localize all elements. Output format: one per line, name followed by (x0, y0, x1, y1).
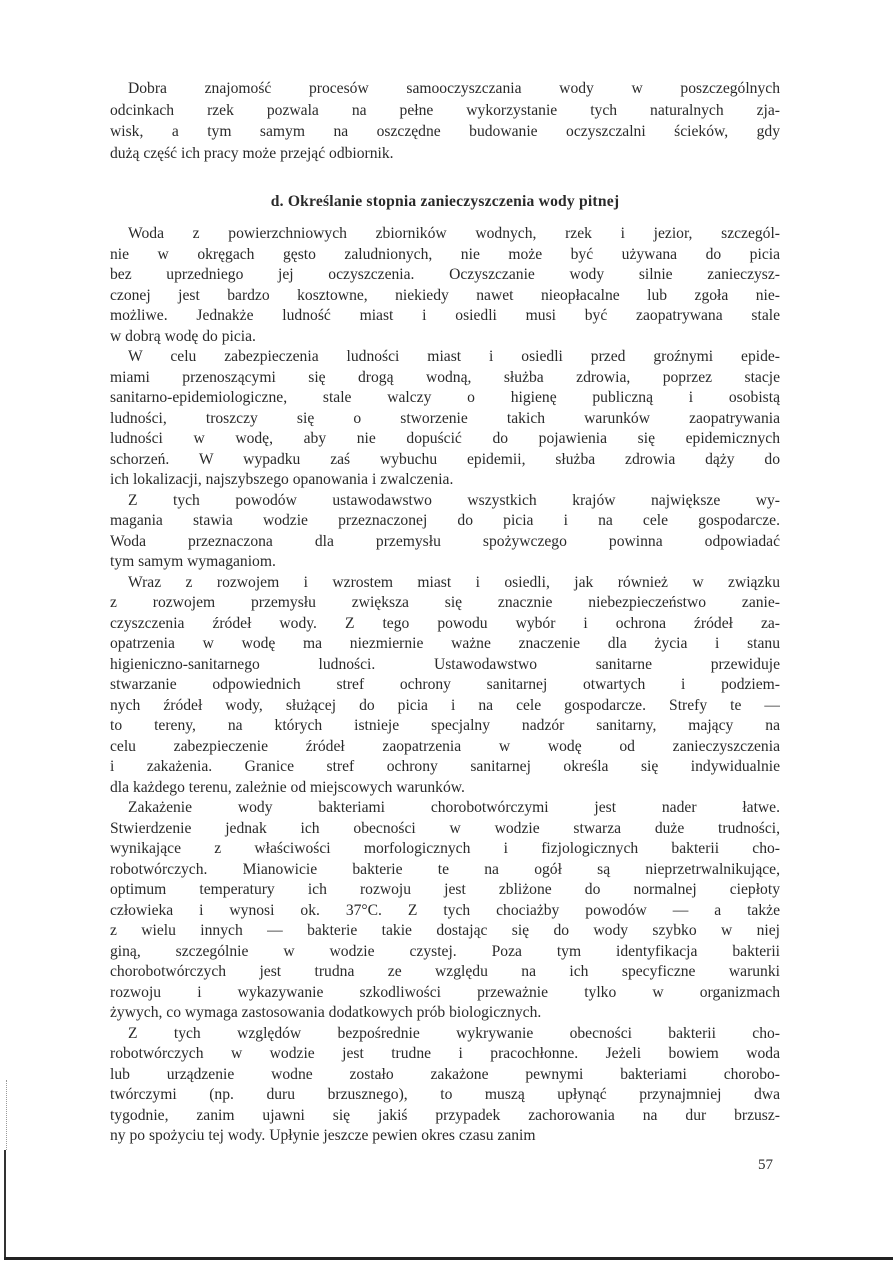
text-line: ny po spożyciu tej wody. Upłynie jeszcze pewien okres czasu zanim (110, 1127, 536, 1144)
text-line: dla każdego terenu, zależnie od miejscowych warunków. (110, 778, 465, 796)
text-line: Stwierdzenie jednak ich obecności w wodzie stwarza duże trudności, (110, 819, 780, 837)
text-line: Woda z powierzchniowych zbiorników wodnych, rzek i jezior, szczegól- (128, 225, 780, 242)
text-line: ludności w wodę, aby nie dopuścić do pojawienia się epidemicznych (110, 430, 780, 447)
text-line: Woda przeznaczona dla przemysłu spożywczego powinna odpowiadać (110, 532, 780, 550)
text-line: Zakażenie wody bakteriami chorobotwórczymi jest nader łatwe. (128, 799, 780, 816)
scan-artifact-dots (6, 1080, 8, 1150)
text-line: żywych, co wymaga zastosowania dodatkowych prób biologicznych. (110, 1004, 542, 1021)
intro-paragraph (110, 78, 780, 164)
text-line: z rozwojem przemysłu zwiększa się znacznie niebezpieczeństwo zanie- (110, 594, 780, 611)
scan-edge-bottom (4, 1257, 893, 1260)
text-line: tym samym wymaganiom. (110, 553, 276, 570)
text-line: Wraz z rozwojem i wzrostem miast i osiedli, jak również w związku (128, 573, 780, 591)
text-line: lub urządzenie wodne zostało zakażone pewnymi bakteriami chorobo- (110, 1065, 780, 1083)
text-line: wisk, a tym samym na oszczędne budowanie oczyszczalni ścieków, gdy (110, 123, 780, 140)
text-line: czyszczenia źródeł wody. Z tego powodu wybór i ochrona źródeł za- (110, 614, 780, 632)
text-line: optimum temperatury ich rozwoju jest zbliżone do normalnej ciepłoty (110, 881, 780, 898)
paragraph (110, 347, 780, 491)
text-line: higieniczno-sanitarnego ludności. Ustawodawstwo sanitarne przewiduje (110, 655, 780, 673)
section-heading: d. Określanie stopnia zanieczyszczenia wody pitnej (270, 193, 620, 210)
text-line: W celu zabezpieczenia ludności miast i osiedli przed groźnymi epide- (128, 348, 780, 365)
text-line: sanitarno-epidemiologiczne, stale walczy o higienę publiczną i osobistą (110, 389, 780, 406)
paragraph (110, 78, 780, 164)
text-line: magania stawia wodzie przeznaczonej do picia i na cele gospodarcze. (110, 512, 780, 529)
text-line: człowieka i wynosi ok. 37°C. Z tych chociażby powodów — a także (110, 901, 780, 919)
text-line: Z tych powodów ustawodawstwo wszystkich krajów największe wy- (128, 491, 780, 509)
paragraph (110, 798, 780, 1024)
paragraph (110, 491, 780, 573)
text-line: możliwe. Jednakże ludność miast i osiedli musi być zaopatrywana stale (110, 307, 780, 324)
text-line: stwarzanie odpowiednich stref ochrony sanitarnej otwartych i podziem- (110, 676, 780, 693)
text-line: robotwórczych w wodzie jest trudne i pracochłonne. Jeżeli bowiem woda (110, 1045, 780, 1062)
text-line: dużą część ich pracy może przejąć odbiornik. (110, 144, 394, 162)
text-line: twórczymi (np. duru brzusznego), to muszą upłynąć przynajmniej dwa (110, 1086, 780, 1103)
text-line: odcinkach rzek pozwala na pełne wykorzystanie tych naturalnych zja- (110, 101, 780, 119)
page-number: 57 (758, 1157, 773, 1173)
text-line: bez uprzedniego jej oczyszczenia. Oczyszczanie wody silnie zanieczysz- (110, 266, 780, 283)
text-line: robotwórczych. Mianowicie bakterie te na ogół są nieprzetrwalnikujące, (110, 860, 780, 878)
text-line: ich lokalizacji, najszybszego opanowania i zwalczenia. (110, 471, 454, 488)
text-line: celu zabezpieczenie źródeł zaopatrzenia w wodę od zanieczyszczenia (110, 737, 780, 755)
text-line: miami przenoszącymi się drogą wodną, służba zdrowia, poprzez stacje (110, 368, 780, 386)
text-line: w dobrą wodę do picia. (110, 327, 256, 345)
paragraph (110, 573, 780, 799)
text-line: i zakażenia. Granice stref ochrony sanitarnej określa się indywidualnie (110, 758, 780, 775)
text-line: tygodnie, zanim ujawni się jakiś przypadek zachorowania na dur brzusz- (110, 1106, 780, 1124)
text-line: chorobotwórczych jest trudna ze względu na ich specyficzne warunki (110, 963, 780, 980)
text-line: Dobra znajomość procesów samooczyszczania wody w poszczególnych (128, 80, 780, 97)
body-text (110, 224, 780, 1147)
text-line: Z tych względów bezpośrednie wykrywanie obecności bakterii cho- (128, 1024, 780, 1042)
text-line: to tereny, na których istnieje specjalny nadzór sanitarny, mający na (110, 717, 780, 734)
scan-edge-vertical (4, 1150, 6, 1260)
text-line: z wielu innych — bakterie takie dostając się do wody szybko w niej (110, 922, 780, 939)
paragraph (110, 1024, 780, 1147)
text-line: nych źródeł wody, służącej do picia i na cele gospodarcze. Strefy te — (110, 696, 780, 714)
text-line: schorzeń. W wypadku zaś wybuchu epidemii, służba zdrowia dąży do (110, 450, 780, 468)
paragraph (110, 224, 780, 347)
text-line: rozwoju i wykazywanie szkodliwości przeważnie tylko w organizmach (110, 983, 780, 1001)
text-line: ludności, troszczy się o stworzenie takich warunków zaopatrywania (110, 409, 780, 427)
text-line: czonej jest bardzo kosztowne, niekiedy nawet nieopłacalne lub zgoła nie- (110, 286, 780, 304)
text-line: opatrzenia w wodę ma niezmiernie ważne znaczenie dla życia i stanu (110, 635, 780, 652)
text-line: giną, szczególnie w wodzie czystej. Poza tym identyfikacja bakterii (110, 942, 780, 960)
text-line: nie w okręgach gęsto zaludnionych, nie może być używana do picia (110, 245, 780, 263)
text-line: wynikające z właściwości morfologicznych i fizjologicznych bakterii cho- (110, 840, 780, 857)
